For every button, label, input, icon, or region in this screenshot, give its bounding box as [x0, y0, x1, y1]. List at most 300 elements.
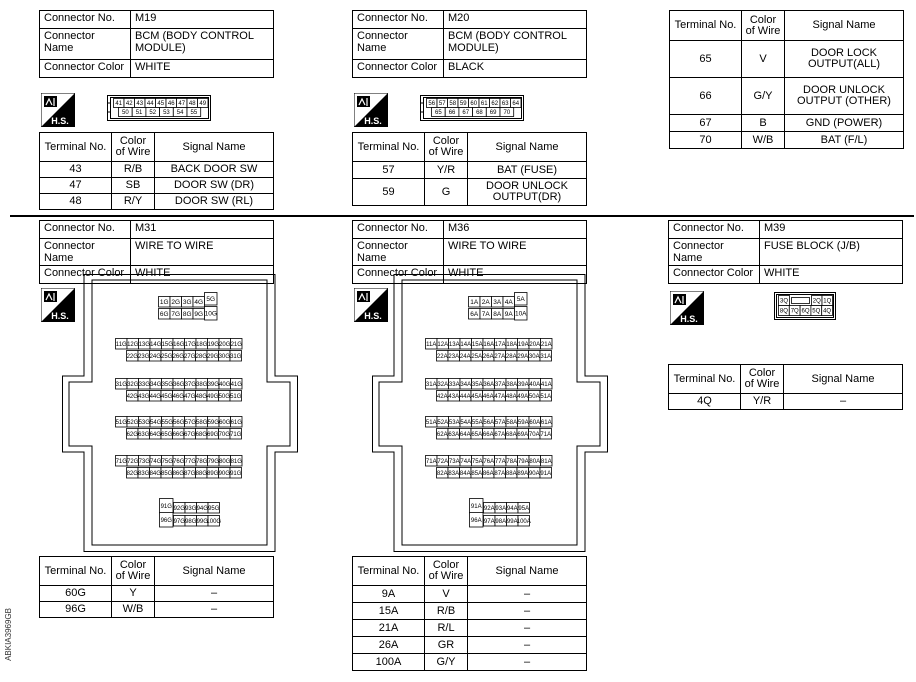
- m20-name: BCM (BODY CONTROL MODULE): [444, 29, 587, 60]
- pin-label: 38A: [506, 381, 518, 388]
- section-divider: [10, 215, 914, 217]
- m19-connector-face: [107, 95, 211, 121]
- pin-label: 70: [503, 110, 511, 116]
- pin-label: 60: [470, 101, 478, 107]
- pin-label: 39G: [207, 381, 219, 388]
- hs-icon: [670, 291, 704, 325]
- pin-label: 13G: [138, 341, 150, 348]
- pin-label: 61G: [230, 419, 242, 426]
- pin-label: 77G: [184, 458, 196, 465]
- header-color-of-wire: Color of Wire: [741, 365, 784, 394]
- pin-label: 63A: [448, 431, 460, 438]
- pin-label: 25A: [471, 353, 483, 360]
- m19-color: WHITE: [131, 60, 274, 78]
- label-connector-no: Connector No.: [353, 11, 444, 29]
- pin-label: 82A: [436, 470, 448, 477]
- pin-label: 65G: [161, 431, 173, 438]
- label-connector-color: Connector Color: [669, 266, 760, 284]
- pin-label: 59A: [517, 419, 529, 426]
- wire-color: R/L: [425, 620, 468, 637]
- m39-color: WHITE: [760, 266, 903, 284]
- pin-label: 55G: [161, 419, 173, 426]
- pin-label: 95G: [208, 505, 220, 512]
- header-color-of-wire: Color of Wire: [425, 557, 468, 586]
- wire-color: W/B: [112, 602, 155, 618]
- m39-connector-face: [774, 292, 836, 320]
- pin-label: 55: [190, 110, 198, 116]
- pin-label: 71G: [115, 458, 127, 465]
- pin-label: 34G: [150, 381, 162, 388]
- pin-label: 68: [476, 110, 483, 116]
- m39-signal-table: [668, 364, 903, 410]
- pin-label: 94A: [506, 505, 518, 512]
- pin-label: 11A: [426, 341, 437, 348]
- label-connector-color: Connector Color: [40, 60, 131, 78]
- pin-label: 77A: [494, 458, 506, 465]
- pin-label: 63: [501, 101, 509, 107]
- pin-label: 19A: [517, 341, 529, 348]
- pin-label: 37G: [184, 381, 196, 388]
- pin-label: 70G: [218, 431, 230, 438]
- pin-label: 9A: [504, 310, 513, 318]
- pin-label: 98G: [185, 518, 197, 525]
- m39-info-table: [668, 220, 903, 284]
- svg-text:H.S.: H.S.: [51, 116, 69, 126]
- pin-label: 64: [512, 101, 520, 107]
- pin-label: 50: [122, 110, 129, 116]
- pin-label: 39A: [517, 381, 529, 388]
- pin-label: 79A: [517, 458, 529, 465]
- m36-connector-face: [372, 274, 608, 552]
- pin-label: 7A: [481, 310, 490, 318]
- pin-label: 91A: [470, 503, 482, 510]
- terminal: 65: [670, 41, 742, 78]
- pin-label: 47: [178, 101, 186, 107]
- pin-label: 24G: [149, 353, 161, 360]
- pin-label: 75G: [161, 458, 173, 465]
- pin-label: 80G: [219, 458, 231, 465]
- pin-label: 35A: [471, 381, 483, 388]
- pin-label: 5A: [516, 295, 525, 303]
- pin-label: 42: [125, 101, 133, 107]
- pin-label: 43: [136, 101, 144, 107]
- svg-text:H.S.: H.S.: [364, 116, 382, 126]
- pin-label: 10A: [514, 310, 527, 318]
- pin-label: 67G: [184, 431, 196, 438]
- pin-label: 88G: [195, 470, 207, 477]
- pin-label: 20G: [219, 341, 231, 348]
- svg-text:H.S.: H.S.: [51, 311, 69, 321]
- pin-label: 71A: [425, 458, 437, 465]
- pin-label: 54G: [150, 419, 162, 426]
- wire-color: Y: [112, 586, 155, 602]
- pin-label: 58A: [506, 419, 518, 426]
- pin-label: 50A: [528, 393, 540, 400]
- pin-label: 71G: [230, 431, 242, 438]
- pin-label: 17A: [494, 341, 506, 348]
- pin-label: 51A: [540, 393, 552, 400]
- pin-label: 60G: [219, 419, 231, 426]
- terminal: 96G: [40, 602, 112, 618]
- wire-color: V: [425, 586, 468, 603]
- pin-label: 35G: [161, 381, 173, 388]
- terminal: 48: [40, 194, 112, 210]
- pin-label: 56: [428, 101, 436, 107]
- m31-connector-face: [62, 274, 298, 552]
- m39-name: FUSE BLOCK (J/B): [760, 239, 903, 266]
- pin-label: 100A: [516, 518, 531, 525]
- pin-label: 48: [188, 101, 196, 107]
- pin-label: 72G: [127, 458, 139, 465]
- header-signal-name: Signal Name: [468, 133, 587, 162]
- m20-signal-table-continued: [669, 10, 904, 149]
- pin-label: 29G: [207, 353, 219, 360]
- pin-label: 28A: [505, 353, 517, 360]
- pin-label: 53G: [138, 419, 150, 426]
- pin-label: 6A: [470, 310, 479, 318]
- pin-label: 8G: [182, 310, 192, 318]
- pin-label: 46G: [172, 393, 184, 400]
- pin-label: 4Q: [823, 308, 832, 315]
- pin-label: 67: [462, 110, 470, 116]
- pin-label: 87G: [184, 470, 196, 477]
- label-connector-color: Connector Color: [353, 266, 444, 284]
- pin-label: 91G: [230, 470, 242, 477]
- pin-label: 79G: [207, 458, 219, 465]
- pin-label: 43A: [448, 393, 460, 400]
- pin-label: 36G: [173, 381, 185, 388]
- pin-label: 70A: [528, 431, 540, 438]
- header-signal-name: Signal Name: [468, 557, 587, 586]
- m36-color: WHITE: [444, 266, 587, 284]
- wire-color: R/Y: [112, 194, 155, 210]
- m31-name: WIRE TO WIRE: [131, 239, 274, 266]
- pin-label: 81G: [230, 458, 242, 465]
- pin-label: 19G: [207, 341, 219, 348]
- wire-color: W/B: [742, 132, 785, 149]
- m20-info-table: [352, 10, 587, 78]
- wire-color: Y/R: [425, 162, 468, 179]
- pin-label: 84G: [149, 470, 161, 477]
- pin-label: 47G: [184, 393, 196, 400]
- pin-label: 63G: [138, 431, 150, 438]
- pin-label: 94G: [196, 505, 208, 512]
- pin-label: 92G: [173, 505, 185, 512]
- pin-label: 41G: [230, 381, 242, 388]
- pin-label: 6G: [159, 310, 169, 318]
- pin-label: 3A: [493, 298, 502, 306]
- pin-label: 5G: [206, 295, 216, 303]
- pin-label: 75A: [471, 458, 483, 465]
- header-signal-name: Signal Name: [784, 365, 903, 394]
- svg-text:H.S.: H.S.: [680, 314, 698, 324]
- pin-label: 62: [491, 101, 499, 107]
- pin-label: 9G: [194, 310, 204, 318]
- pin-label: 48A: [505, 393, 517, 400]
- m20-no: M20: [444, 11, 587, 29]
- pin-label: 36A: [483, 381, 495, 388]
- pin-label: 27G: [184, 353, 196, 360]
- pin-label: 90G: [218, 470, 230, 477]
- pin-label: 85A: [471, 470, 483, 477]
- pin-label: 41: [115, 101, 123, 107]
- m36-signal-table: [352, 556, 587, 671]
- label-connector-color: Connector Color: [40, 266, 131, 284]
- pin-label: 89G: [207, 470, 219, 477]
- m19-name: BCM (BODY CONTROL MODULE): [131, 29, 274, 60]
- pin-label: 42G: [126, 393, 138, 400]
- pin-label: 80A: [529, 458, 541, 465]
- pin-label: 76A: [483, 458, 495, 465]
- diagram-code: ABKIA3969GB: [4, 608, 13, 661]
- pin-label: 26G: [172, 353, 184, 360]
- pin-label: 66A: [482, 431, 494, 438]
- pin-label: 6Q: [801, 308, 810, 315]
- pin-label: 82G: [126, 470, 138, 477]
- pin-label: 37A: [494, 381, 506, 388]
- pin-label: 99A: [506, 518, 518, 525]
- pin-label: 1Q: [823, 298, 832, 305]
- pin-label: 21G: [230, 341, 242, 348]
- header-terminal-no: Terminal No.: [40, 133, 112, 162]
- pin-label: 18A: [506, 341, 518, 348]
- pin-label: 52G: [127, 419, 139, 426]
- m31-no: M31: [131, 221, 274, 239]
- pin-label: 31A: [540, 353, 552, 360]
- pin-label: 93G: [185, 505, 197, 512]
- pin-label: 64G: [149, 431, 161, 438]
- pin-label: 45A: [471, 393, 483, 400]
- pin-label: 96A: [470, 517, 482, 524]
- pin-label: 45G: [161, 393, 173, 400]
- pin-label: 33G: [138, 381, 150, 388]
- header-terminal-no: Terminal No.: [669, 365, 741, 394]
- pin-label: 23G: [138, 353, 150, 360]
- signal: BACK DOOR SW: [155, 162, 274, 178]
- header-color-of-wire: Color of Wire: [742, 11, 785, 41]
- terminal: 26A: [353, 637, 425, 654]
- signal: –: [468, 603, 587, 620]
- m20-connector-face: [420, 95, 524, 121]
- pin-label: 60A: [529, 419, 541, 426]
- m31-color: WHITE: [131, 266, 274, 284]
- hs-icon: [41, 93, 75, 127]
- pin-label: 54A: [460, 419, 472, 426]
- signal: DOOR LOCK OUTPUT(ALL): [785, 41, 904, 78]
- m31-signal-table: [39, 556, 274, 618]
- pin-label: 3Q: [779, 298, 789, 305]
- label-connector-name: Connector Name: [40, 239, 131, 266]
- pin-label: 31G: [115, 381, 127, 388]
- label-connector-name: Connector Name: [353, 239, 444, 266]
- label-connector-no: Connector No.: [669, 221, 760, 239]
- pin-label: 65A: [471, 431, 483, 438]
- pin-label: 32A: [437, 381, 449, 388]
- signal: –: [468, 637, 587, 654]
- pin-label: 56A: [483, 419, 495, 426]
- pin-label: 97G: [173, 518, 185, 525]
- terminal: 9A: [353, 586, 425, 603]
- wire-color: R/B: [425, 603, 468, 620]
- pin-label: 67A: [494, 431, 506, 438]
- wire-color: R/B: [112, 162, 155, 178]
- label-connector-color: Connector Color: [353, 60, 444, 78]
- pin-label: 47A: [494, 393, 506, 400]
- pin-label: 22A: [436, 353, 448, 360]
- pin-label: 73A: [448, 458, 460, 465]
- pin-label: 28G: [195, 353, 207, 360]
- pin-label: 12A: [437, 341, 449, 348]
- pin-label: 85G: [161, 470, 173, 477]
- hs-icon: [354, 93, 388, 127]
- pin-label: 52: [149, 110, 157, 116]
- pin-label: 58G: [196, 419, 208, 426]
- terminal: 4Q: [669, 394, 741, 410]
- pin-label: 50G: [218, 393, 230, 400]
- pin-label: 43G: [138, 393, 150, 400]
- pin-label: 54: [176, 110, 184, 116]
- pin-label: 51G: [115, 419, 127, 426]
- terminal: 21A: [353, 620, 425, 637]
- pin-label: 49: [199, 101, 207, 107]
- pin-label: 51A: [425, 419, 437, 426]
- pin-label: 61: [480, 101, 488, 107]
- signal: DOOR UNLOCK OUTPUT (OTHER): [785, 78, 904, 115]
- wire-color: Y/R: [741, 394, 784, 410]
- pin-label: 89A: [517, 470, 529, 477]
- pin-label: 17G: [184, 341, 196, 348]
- pin-label: 66G: [172, 431, 184, 438]
- pin-label: 29A: [517, 353, 529, 360]
- signal: –: [155, 586, 274, 602]
- key-slot: [792, 298, 810, 304]
- pin-label: 34A: [460, 381, 472, 388]
- pin-label: 72A: [437, 458, 449, 465]
- signal: DOOR UNLOCK OUTPUT(DR): [468, 179, 587, 206]
- wire-color: SB: [112, 178, 155, 194]
- pin-label: 4G: [194, 298, 204, 306]
- pin-label: 69G: [207, 431, 219, 438]
- pin-label: 38G: [196, 381, 208, 388]
- pin-label: 99G: [196, 518, 208, 525]
- pin-label: 51: [135, 110, 143, 116]
- header-signal-name: Signal Name: [785, 11, 904, 41]
- pin-label: 97A: [483, 518, 495, 525]
- label-connector-name: Connector Name: [669, 239, 760, 266]
- terminal: 67: [670, 115, 742, 132]
- pin-label: 57A: [494, 419, 506, 426]
- pin-label: 18G: [196, 341, 208, 348]
- signal: GND (POWER): [785, 115, 904, 132]
- pin-label: 21A: [540, 341, 552, 348]
- pin-label: 1G: [159, 298, 169, 306]
- terminal: 47: [40, 178, 112, 194]
- signal: –: [784, 394, 903, 410]
- header-signal-name: Signal Name: [155, 133, 274, 162]
- pin-label: 91A: [540, 470, 552, 477]
- pin-label: 15A: [471, 341, 483, 348]
- pin-label: 44G: [149, 393, 161, 400]
- pin-label: 53: [163, 110, 170, 116]
- pin-label: 64A: [459, 431, 471, 438]
- pin-label: 44A: [459, 393, 471, 400]
- header-color-of-wire: Color of Wire: [425, 133, 468, 162]
- terminal: 57: [353, 162, 425, 179]
- m20-signal-table: [352, 132, 587, 206]
- pin-label: 73G: [138, 458, 150, 465]
- wire-color: G: [425, 179, 468, 206]
- pin-label: 78G: [196, 458, 208, 465]
- signal: BAT (F/L): [785, 132, 904, 149]
- wire-color: B: [742, 115, 785, 132]
- svg-text:H.S.: H.S.: [364, 311, 382, 321]
- wire-color: G/Y: [742, 78, 785, 115]
- pin-label: 25G: [161, 353, 173, 360]
- pin-label: 13A: [448, 341, 460, 348]
- pin-label: 84A: [459, 470, 471, 477]
- terminal: 15A: [353, 603, 425, 620]
- pin-label: 8A: [493, 310, 502, 318]
- signal: BAT (FUSE): [468, 162, 587, 179]
- m39-no: M39: [760, 221, 903, 239]
- pin-label: 86A: [482, 470, 494, 477]
- pin-label: 30A: [528, 353, 540, 360]
- pin-label: 49A: [517, 393, 529, 400]
- pin-label: 65: [435, 110, 442, 116]
- label-connector-no: Connector No.: [40, 221, 131, 239]
- pin-label: 7G: [171, 310, 181, 318]
- pin-label: 41A: [540, 381, 552, 388]
- pin-label: 71A: [540, 431, 552, 438]
- header-terminal-no: Terminal No.: [40, 557, 112, 586]
- m36-no: M36: [444, 221, 587, 239]
- wire-color: GR: [425, 637, 468, 654]
- terminal: 43: [40, 162, 112, 178]
- pin-label: 57G: [184, 419, 196, 426]
- pin-label: 100G: [206, 518, 222, 525]
- pin-label: 15G: [161, 341, 173, 348]
- m19-info-table: [39, 10, 274, 78]
- pin-label: 8Q: [779, 308, 788, 315]
- pin-label: 45: [157, 101, 165, 107]
- pin-label: 16A: [483, 341, 495, 348]
- pin-label: 98A: [495, 518, 507, 525]
- pin-label: 68A: [505, 431, 517, 438]
- pin-label: 16G: [173, 341, 185, 348]
- terminal: 66: [670, 78, 742, 115]
- signal: –: [468, 654, 587, 671]
- pin-label: 55A: [471, 419, 483, 426]
- pin-label: 62A: [436, 431, 448, 438]
- pin-label: 93A: [495, 505, 507, 512]
- pin-label: 2A: [481, 298, 490, 306]
- pin-label: 20A: [529, 341, 541, 348]
- terminal: 100A: [353, 654, 425, 671]
- pin-label: 14A: [460, 341, 472, 348]
- pin-label: 11G: [115, 341, 127, 348]
- pin-label: 40A: [529, 381, 541, 388]
- pin-label: 12G: [127, 341, 139, 348]
- pin-label: 14G: [150, 341, 162, 348]
- header-terminal-no: Terminal No.: [670, 11, 742, 41]
- pin-label: 23A: [448, 353, 460, 360]
- pin-label: 2Q: [812, 298, 821, 305]
- pin-label: 88A: [505, 470, 517, 477]
- signal: –: [468, 620, 587, 637]
- pin-label: 31G: [230, 353, 242, 360]
- pin-label: 2G: [171, 298, 181, 306]
- pin-label: 96G: [160, 517, 172, 524]
